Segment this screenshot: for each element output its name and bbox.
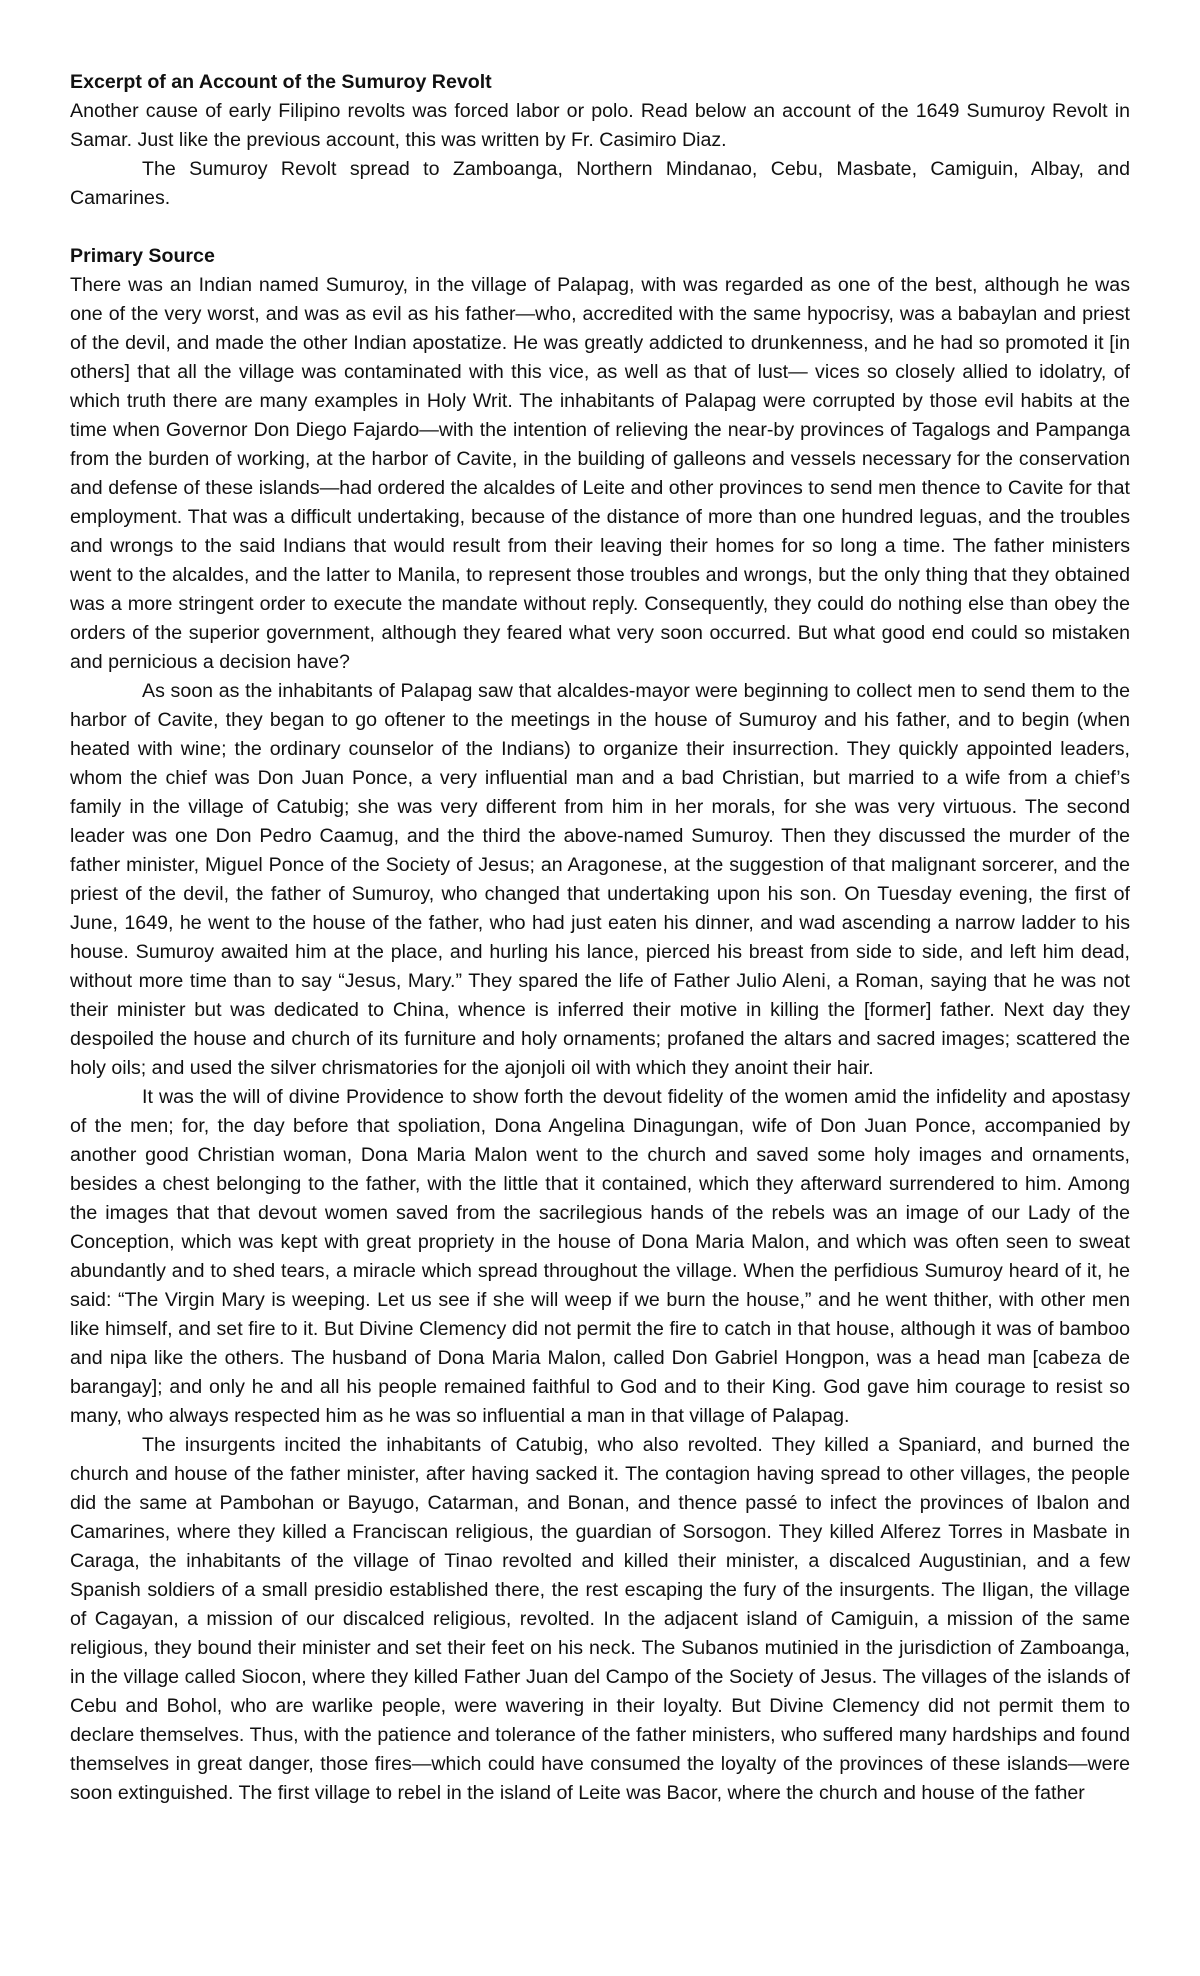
- source-paragraph: The insurgents incited the inhabitants of Catubig, who also revolted. They killed a Spaniard, and burned the church and house of the father minister, after having sacked it. The contagion having spread to other villages, the people did the same at Pambohan or Bayugo, Catarman, and Bonan, and thence passé to infect the provinces of Ibalon and Camarines, where they killed a Franciscan religious, the guardian of Sorsogon. They killed Alferez Torres in Masbate in Caraga, the inhabitants of the village of Tinao revolted and killed their minister, a discalced Augustinian, and a few Spanish soldiers of a small presidio established there, the rest escaping the fury of the insurgents. The Iligan, the village of Cagayan, a mission of our discalced religious, revolted. In the adjacent island of Camiguin, a mission of the same religious, they bound their minister and set their feet on his neck. The Subanos mutinied in the jurisdiction of Zamboanga, in the village called Siocon, where they killed Father Juan del Campo of the Society of Jesus. The villages of the islands of Cebu and Bohol, who are warlike people, were wavering in their loyalty. But Divine Clemency did not permit them to declare themselves. Thus, with the patience and tolerance of the father ministers, who suffered many hardships and found themselves in great danger, those fires—which could have consumed the loyalty of the provinces of these islands—were soon extinguished. The first village to rebel in the island of Leite was Bacor, where the church and house of the father: [70, 1434, 1130, 1804]
- source-paragraph: As soon as the inhabitants of Palapag saw that alcaldes-mayor were beginning to collect men to send them to the harbor of Cavite, they began to go oftener to the meetings in the house of Sumuroy and his father, and to begin (when heated with wine; the ordinary counselor of the Indians) to organize their insurrection. They quickly appointed leaders, whom the chief was Don Juan Ponce, a very influential man and a bad Christian, but married to a wife from a chief’s family in the village of Catubig; she was very different from him in her morals, for she was very virtuous. The second leader was one Don Pedro Caamug, and the third the above-named Sumuroy. Then they discussed the murder of the father minister, Miguel Ponce of the Society of Jesus; an Aragonese, at the suggestion of that malignant sorcerer, and the priest of the devil, the father of Sumuroy, who changed that undertaking upon his son. On Tuesday evening, the first of June, 1649, he went to the house of the father, who had just eaten his dinner, and wad ascending a narrow ladder to his house. Sumuroy awaited him at the place, and hurling his lance, pierced his breast from side to side, and left him dead, without more time than to say “Jesus, Mary.” They spared the life of Father Julio Aleni, a Roman, saying that he was not their minister but was dedicated to China, whence is inferred their motive in killing the [former] father. Next day they despoiled the house and church of its furniture and holy ornaments; profaned the altars and sacred images; scattered the holy oils; and used the silver chrismatories for the ajonjoli oil with which they anoint their hair.: [70, 680, 1130, 1079]
- section-heading-excerpt: Excerpt of an Account of the Sumuroy Revolt: [70, 71, 492, 93]
- intro-paragraph: Another cause of early Filipino revolts was forced labor or polo. Read below an account of the 1649 Sumuroy Revolt in Samar. Just like the previous account, this was written by Fr. Casimiro Diaz.: [70, 100, 1130, 151]
- source-paragraph: There was an Indian named Sumuroy, in the village of Palapag, with was regarded as one of the best, although he was one of the very worst, and was as evil as his father—who, accredited with the same hypocrisy, was a babaylan and priest of the devil, and made the other Indian apostatize. He was greatly addicted to drunkenness, and he had so promoted it [in others] that all the village was contaminated with this vice, as well as that of lust— vices so closely allied to idolatry, of which truth there are many examples in Holy Writ. The inhabitants of Palapag were corrupted by those evil habits at the time when Governor Don Diego Fajardo—with the intention of relieving the near-by provinces of Tagalogs and Pampanga from the burden of working, at the harbor of Cavite, in the building of galleons and vessels necessary for the conservation and defense of these islands—had ordered the alcaldes of Leite and other provinces to send men thence to Cavite for that employment. That was a difficult undertaking, because of the distance of more than one hundred leguas, and the troubles and wrongs to the said Indians that would result from their leaving their homes for so long a time. The father ministers went to the alcaldes, and the latter to Manila, to represent those troubles and wrongs, but the only thing that they obtained was a more stringent order to execute the mandate without reply. Consequently, they could do nothing else than obey the orders of the superior government, although they feared what very soon occurred. But what good end could so mistaken and pernicious a decision have?: [70, 274, 1130, 673]
- section-spacer: [70, 213, 1130, 242]
- source-paragraph: It was the will of divine Providence to show forth the devout fidelity of the women amid the infidelity and apostasy of the men; for, the day before that spoliation, Dona Angelina Dinagungan, wife of Don Juan Ponce, accompanied by another good Christian woman, Dona Maria Malon went to the church and saved some holy images and ornaments, besides a chest belonging to the father, with the little that it contained, which they afterward surrendered to him. Among the images that that devout women saved from the sacrilegious hands of the rebels was an image of our Lady of the Conception, which was kept with great propriety in the house of Dona Maria Malon, and which was often seen to sweat abundantly and to shed tears, a miracle which spread throughout the village. When the perfidious Sumuroy heard of it, he said: “The Virgin Mary is weeping. Let us see if she will weep if we burn the house,” and he went thither, with other men like himself, and set fire to it. But Divine Clemency did not permit the fire to catch in that house, although it was of bamboo and nipa like the others. The husband of Dona Maria Malon, called Don Gabriel Hongpon, was a head man [cabeza de barangay]; and only he and all his people remained faithful to God and to their King. God gave him courage to resist so many, who always respected him as he was so influential a man in that village of Palapag.: [70, 1086, 1130, 1427]
- document-page: [70, 68, 1130, 1808]
- intro-paragraph: The Sumuroy Revolt spread to Zamboanga, Northern Mindanao, Cebu, Masbate, Camiguin, Albay, and Camarines.: [70, 158, 1130, 209]
- section-heading-primary-source: Primary Source: [70, 245, 215, 267]
